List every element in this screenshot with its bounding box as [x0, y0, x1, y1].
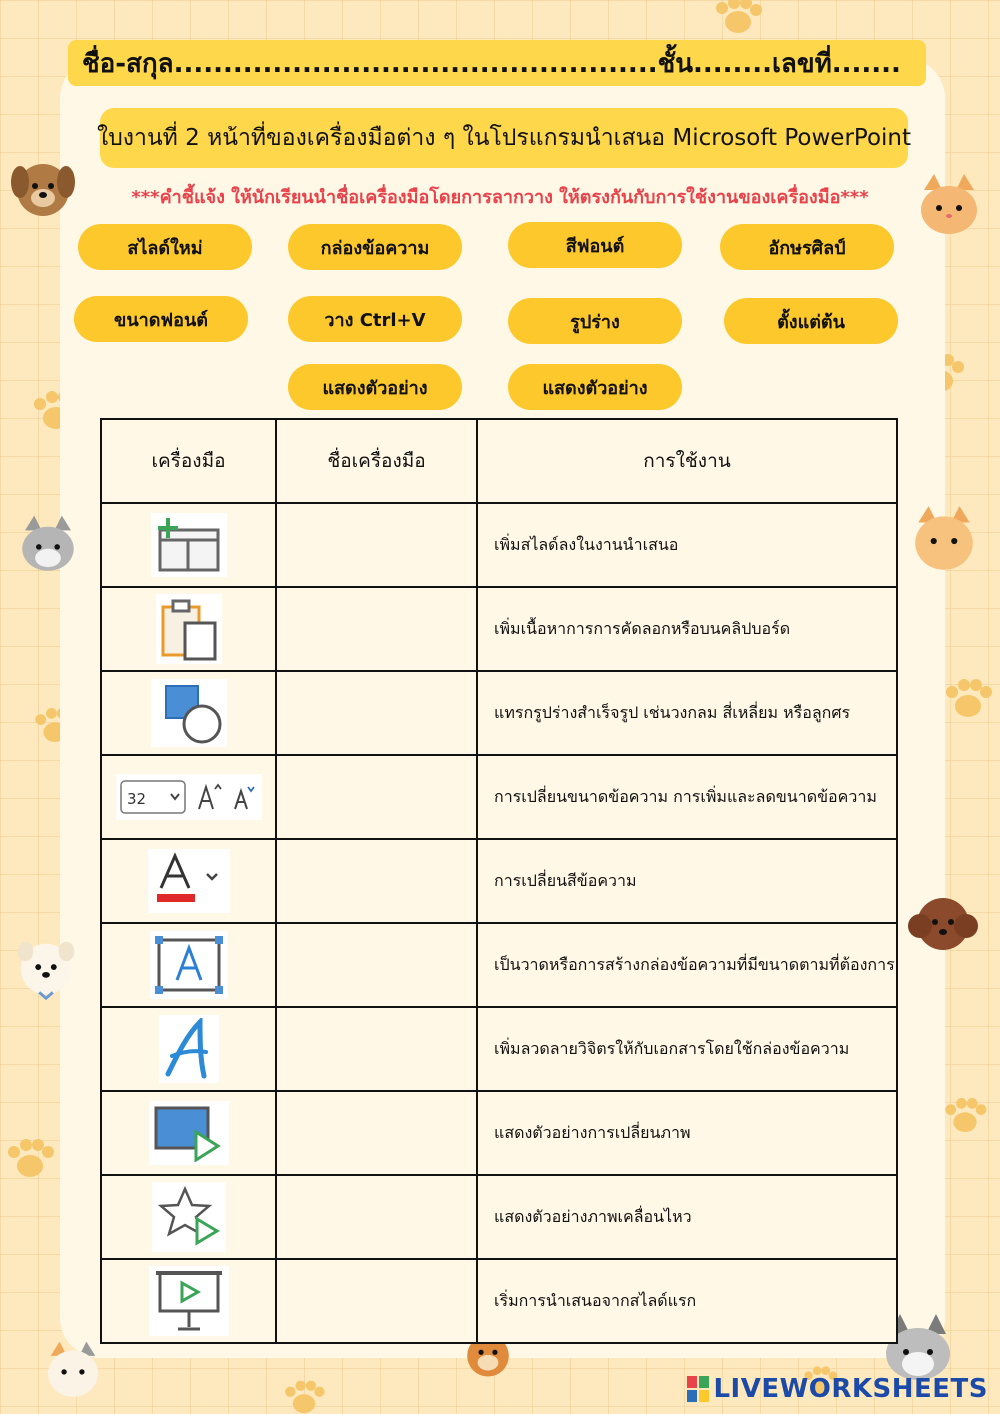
- table-row: [101, 1259, 897, 1343]
- liveworksheets-logo: [687, 1374, 988, 1404]
- table-row: [101, 1091, 897, 1175]
- tools-table: [100, 418, 898, 1344]
- table-row: [101, 839, 897, 923]
- usage-text: เพิ่มลวดลายวิจิตรให้กับเอกสารโดยใช้กล่องข้อความ: [477, 1007, 897, 1091]
- liveworksheets-badge-icon: [687, 1376, 709, 1402]
- worksheet-title: ใบงานที่ 2 หน้าที่ของเครื่องมือต่าง ๆ ในโปรแกรมนำเสนอ Microsoft PowerPoint: [100, 108, 908, 168]
- usage-text: เริ่มการนำเสนอจากสไลด์แรก: [477, 1259, 897, 1343]
- answer-chip-preview[interactable]: แสดงตัวอย่าง: [508, 364, 682, 410]
- usage-text: แสดงตัวอย่างการเปลี่ยนภาพ: [477, 1091, 897, 1175]
- answer-chip-paste[interactable]: วาง Ctrl+V: [288, 296, 462, 342]
- paw-icon: [940, 670, 996, 726]
- drop-zone[interactable]: [276, 671, 477, 755]
- table-row: [101, 503, 897, 587]
- answer-chip-font-size[interactable]: ขนาดฟอนต์: [74, 296, 248, 342]
- table-row: [101, 671, 897, 755]
- poodle-sticker-icon: [906, 886, 980, 960]
- answer-chip-text-box[interactable]: กล่องข้อความ: [288, 224, 462, 270]
- paw-icon: [940, 1090, 990, 1140]
- header-tool-name: ชื่อเครื่องมือ: [276, 419, 477, 503]
- usage-text: การเปลี่ยนสีข้อความ: [477, 839, 897, 923]
- answer-chip-from-beginning[interactable]: ตั้งแต่ต้น: [724, 298, 898, 344]
- brand-name: LIVEWORKSHEETS: [713, 1374, 988, 1404]
- text-box-icon: [150, 931, 228, 999]
- answer-chip-wordart[interactable]: อักษรศิลป์: [720, 224, 894, 270]
- drop-zone[interactable]: [276, 587, 477, 671]
- table-row: [101, 1007, 897, 1091]
- answer-chip-new-slide[interactable]: สไลด์ใหม่: [78, 224, 252, 270]
- usage-text: เป็นวาดหรือการสร้างกล่องข้อความที่มีขนาดตามที่ต้องการ: [477, 923, 897, 1007]
- drop-zone[interactable]: [276, 1259, 477, 1343]
- cat-sticker-icon: [40, 1338, 106, 1404]
- usage-text: แสดงตัวอย่างภาพเคลื่อนไหว: [477, 1175, 897, 1259]
- instruction-text: ***คำชี้แจ้ง ให้นักเรียนนำชื่อเครื่องมือโดยการลากวาง ให้ตรงกันกับการใช้งานของเครื่องมือ***: [131, 187, 869, 208]
- drop-zone[interactable]: [276, 839, 477, 923]
- preview-animation-icon: [152, 1182, 226, 1252]
- font-size-value: 32: [126, 789, 146, 808]
- from-beginning-icon: [149, 1266, 229, 1336]
- drop-zone[interactable]: [276, 923, 477, 1007]
- cat-sticker-icon: [14, 512, 82, 580]
- usage-text: แทรกรูปร่างสำเร็จรูป เช่นวงกลม สี่เหลี่ยม หรือลูกศร: [477, 671, 897, 755]
- table-row: [101, 587, 897, 671]
- font-color-icon: [148, 849, 230, 913]
- paw-icon: [280, 1378, 328, 1414]
- table-row: [101, 755, 897, 839]
- drop-zone[interactable]: [276, 1007, 477, 1091]
- paw-icon: [2, 1130, 58, 1186]
- wordart-icon: [159, 1015, 219, 1083]
- header-tool: เครื่องมือ: [101, 419, 276, 503]
- drop-zone[interactable]: [276, 1091, 477, 1175]
- drop-zone[interactable]: [276, 755, 477, 839]
- new-slide-icon: [151, 513, 227, 577]
- table-row: [101, 1175, 897, 1259]
- drop-zone[interactable]: [276, 1175, 477, 1259]
- answer-chip-preview[interactable]: แสดงตัวอย่าง: [288, 364, 462, 410]
- drop-zone[interactable]: [276, 503, 477, 587]
- usage-text: เพิ่มเนื้อหาการการคัดลอกหรือบนคลิปบอร์ด: [477, 587, 897, 671]
- table-row: [101, 923, 897, 1007]
- usage-text: เพิ่มสไลด์ลงในงานนำเสนอ: [477, 503, 897, 587]
- student-name-line: ชื่อ-สกุล.................................................ชั้น........เลขที่.......: [68, 40, 926, 86]
- paste-icon: [156, 594, 222, 664]
- usage-text: การเปลี่ยนขนาดข้อความ การเพิ่มและลดขนาดข้อความ: [477, 755, 897, 839]
- shapes-icon: [151, 679, 227, 747]
- table-header-row: [101, 419, 897, 503]
- header-usage: การใช้งาน: [477, 419, 897, 503]
- cat-sticker-icon: [906, 502, 982, 578]
- answer-chip-shapes[interactable]: รูปร่าง: [508, 298, 682, 344]
- paw-icon: [710, 0, 766, 36]
- dog-sticker-icon: [10, 934, 82, 1006]
- preview-transition-icon: [149, 1101, 229, 1165]
- answer-chip-font-color[interactable]: สีฟอนต์: [508, 222, 682, 268]
- font-size-icon: [116, 774, 262, 820]
